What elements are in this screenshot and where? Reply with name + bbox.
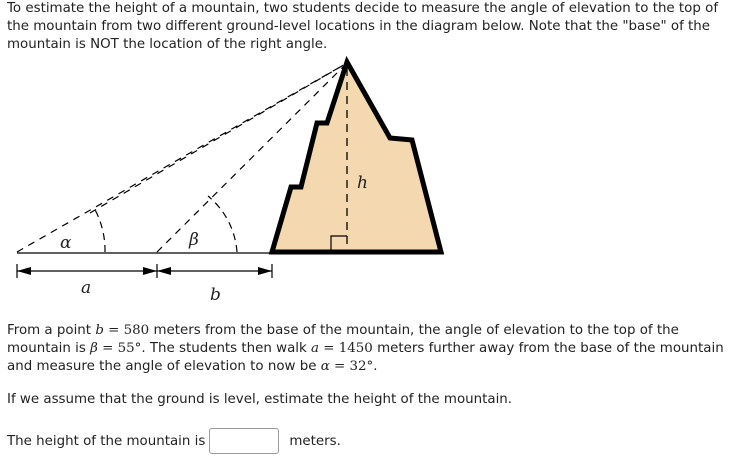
answer-row — [7, 427, 341, 455]
mountain-diagram — [0, 50, 460, 310]
b-variable: b — [95, 323, 104, 338]
answer-suffix: meters. — [289, 433, 341, 449]
beta-value: 55° — [117, 341, 142, 356]
equals-sign: = — [319, 341, 339, 356]
arrowhead — [157, 267, 171, 275]
a-variable: a — [311, 341, 320, 356]
alpha-variable: α — [320, 359, 330, 374]
given-text: . — [373, 359, 378, 374]
intro-text: To estimate the height of a mountain, two students decide to measure the angle of elevation to the top of the mountain from two different ground-level locations in the diagram below. Note that the "base" of the mountain is NOT the location of the right angle. — [7, 1, 719, 52]
given-paragraph — [7, 322, 735, 376]
a-label: a — [81, 278, 92, 298]
given-text: meters further away from the base of the mountain and measure the angle of elevation to now be — [7, 341, 724, 374]
answer-prefix: The height of the mountain is — [7, 433, 206, 449]
given-text: From a point — [7, 323, 96, 338]
equals-sign: = — [97, 341, 118, 356]
mountain-shape — [272, 62, 441, 252]
arrowhead — [258, 267, 272, 275]
b-label: b — [210, 285, 221, 305]
equals-sign: = — [103, 323, 124, 338]
a-value: 1450 — [338, 341, 373, 356]
arrowhead — [17, 267, 31, 275]
assumption-text: If we assume that the ground is level, estimate the height of the mountain. — [7, 392, 513, 407]
given-text: . The students then walk — [141, 341, 312, 356]
alpha-arc — [93, 206, 105, 252]
beta-variable: β — [90, 341, 98, 356]
given-text: meters from the base of the mountain, the angle of elevation to the top of the mountain is — [7, 323, 679, 356]
b-value: 580 — [123, 323, 150, 338]
beta-arc — [208, 196, 237, 252]
equals-sign: = — [329, 359, 350, 374]
height-answer-input[interactable] — [209, 428, 279, 454]
beta-label: β — [189, 230, 199, 250]
alpha-label: α — [60, 233, 72, 253]
arrowhead — [143, 267, 157, 275]
alpha-value: 32° — [349, 359, 374, 374]
h-label: h — [357, 173, 368, 193]
